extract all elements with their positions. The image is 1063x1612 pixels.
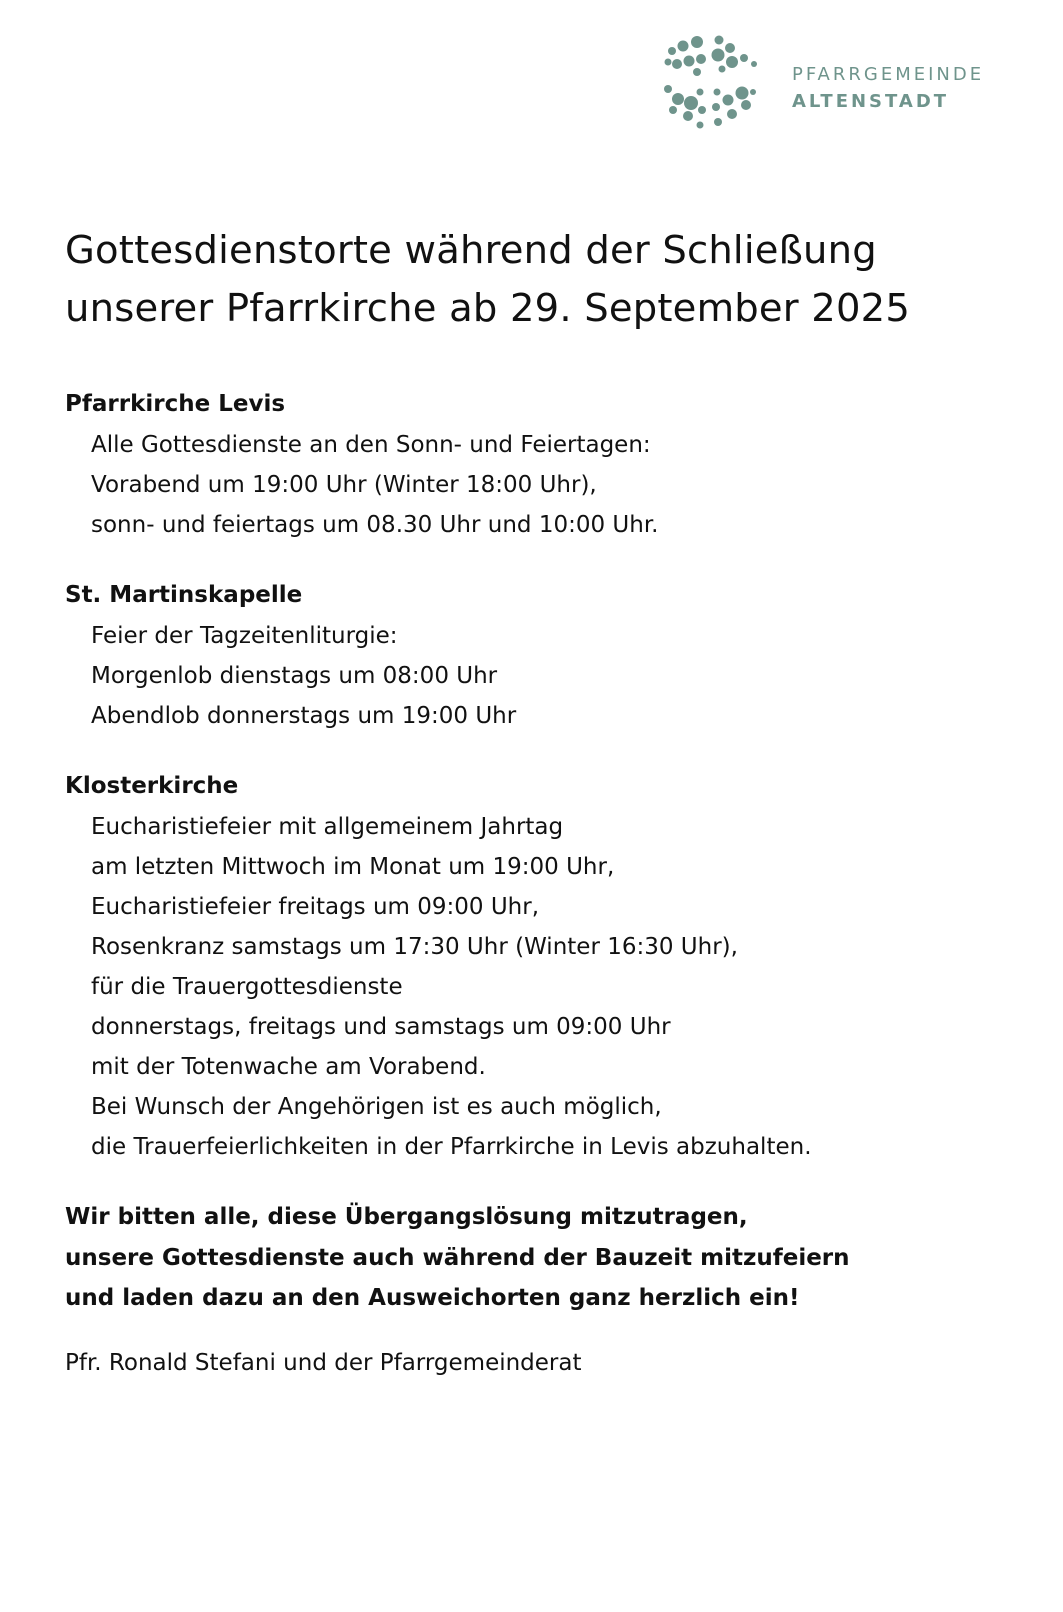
section-st-martinskapelle — [65, 575, 1025, 736]
section-line: Eucharistiefeier mit allgemeinem Jahrtag — [91, 814, 564, 840]
section-line: donnerstags, freitags und samstags um 09:00 Uhr — [91, 1014, 671, 1040]
section-heading: Klosterkirche — [65, 773, 239, 799]
page-title — [65, 222, 910, 338]
section-line: Abendlob donnerstags um 19:00 Uhr — [91, 703, 517, 729]
section-line: für die Trauergottesdienste — [91, 974, 403, 1000]
section-line: die Trauerfeierlichkeiten in der Pfarrkirche in Levis abzuhalten. — [91, 1134, 812, 1160]
parish-logo — [664, 34, 1024, 134]
title-line-1: Gottesdienstorte während der Schließung — [65, 228, 877, 273]
section-line: Alle Gottesdienste an den Sonn- und Feiertagen: — [91, 432, 651, 458]
section-line: Vorabend um 19:00 Uhr (Winter 18:00 Uhr), — [91, 472, 597, 498]
appeal-paragraph — [65, 1197, 1025, 1319]
section-klosterkirche — [65, 766, 1025, 1167]
section-line: sonn- und feiertags um 08.30 Uhr und 10:00 Uhr. — [91, 512, 659, 538]
appeal-line: und laden dazu an den Ausweichorten ganz herzlich ein! — [65, 1285, 800, 1311]
title-line-2: unserer Pfarrkirche ab 29. September 2025 — [65, 286, 911, 331]
section-pfarrkirche-levis — [65, 384, 1025, 545]
signature: Pfr. Ronald Stefani und der Pfarrgemeinderat — [65, 1349, 582, 1376]
logo-line-1: PFARRGEMEINDE — [792, 64, 985, 85]
appeal-line: Wir bitten alle, diese Übergangslösung mitzutragen, — [65, 1204, 748, 1230]
section-line: mit der Totenwache am Vorabend. — [91, 1054, 486, 1080]
section-line: Morgenlob dienstags um 08:00 Uhr — [91, 663, 498, 689]
section-line: Bei Wunsch der Angehörigen ist es auch möglich, — [91, 1094, 662, 1120]
section-line: Eucharistiefeier freitags um 09:00 Uhr, — [91, 894, 540, 920]
section-heading: Pfarrkirche Levis — [65, 391, 286, 417]
section-line: Feier der Tagzeitenliturgie: — [91, 623, 398, 649]
dots-logo-icon — [664, 34, 768, 134]
logo-line-2: ALTENSTADT — [792, 91, 950, 112]
logo-wordmark — [792, 61, 984, 115]
section-line: am letzten Mittwoch im Monat um 19:00 Uhr, — [91, 854, 615, 880]
notice-body — [65, 384, 1025, 1383]
section-heading: St. Martinskapelle — [65, 582, 303, 608]
section-line: Rosenkranz samstags um 17:30 Uhr (Winter 16:30 Uhr), — [91, 934, 738, 960]
appeal-line: unsere Gottesdienste auch während der Bauzeit mitzufeiern — [65, 1244, 850, 1271]
